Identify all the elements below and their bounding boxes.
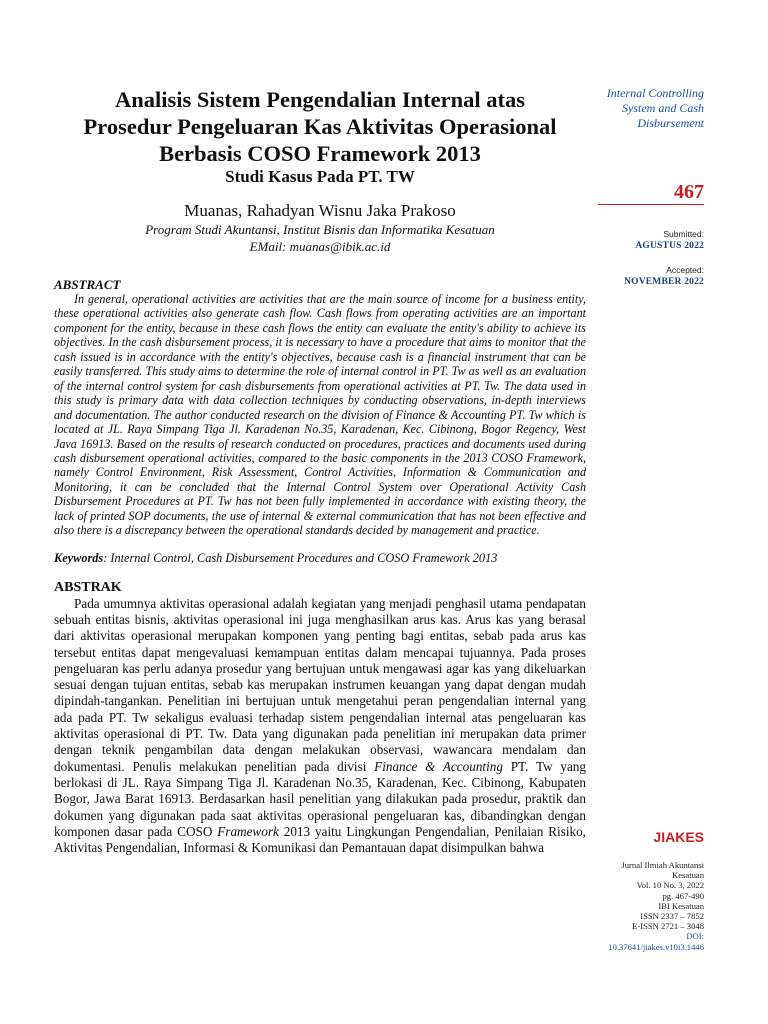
abstrak-italic: Framework xyxy=(217,823,279,839)
paper-subtitle: Studi Kasus Pada PT. TW xyxy=(225,167,415,186)
submitted-info xyxy=(592,229,704,252)
running-title-line: Internal Controlling xyxy=(606,86,704,100)
running-title-line: Disbursement xyxy=(637,116,704,130)
keywords-label: Keywords xyxy=(54,550,104,565)
page-number: 467 xyxy=(598,180,704,205)
journal-line: Jurnal Ilmiah Akuntansi xyxy=(621,860,704,870)
affiliation: Program Studi Akuntansi, Institut Bisnis dan Informatika Kesatuan xyxy=(145,222,495,237)
keywords xyxy=(54,551,586,566)
submitted-label: Submitted: xyxy=(663,229,704,239)
title-line: Analisis Sistem Pengendalian Internal atas xyxy=(114,87,526,112)
journal-line: E-ISSN 2721 – 3048 xyxy=(632,921,704,932)
accepted-info xyxy=(592,265,704,288)
author-list: Muanas, Rahadyan Wisnu Jaka Prakoso xyxy=(184,201,456,220)
abstrak-text xyxy=(54,596,586,857)
abstrak-heading: ABSTRAK xyxy=(54,579,122,595)
paper-title xyxy=(54,86,586,167)
journal-info xyxy=(592,860,704,952)
journal-line: Vol. 10 No. 3, 2022 xyxy=(636,880,704,891)
abstrak-part: PT. Tw yang berlokasi di JL. Raya Simpang Tiga Jl. Karadenan No.35, Karadenan, Kec. Cibinong, Kabupaten Bogor, Jawa Barat 16913. Berdasarkan hasil penelitian yang dilakukan pada prosedur, praktik dan dokumen yang digunakan pada saat aktivitas operasional pengeluaran kas, dibandingkan dengan komponen dasar pada COSO xyxy=(54,758,586,839)
running-title xyxy=(592,86,704,131)
submitted-date: AGUSTUS 2022 xyxy=(635,241,704,251)
journal-line: Kesatuan xyxy=(672,870,704,881)
title-line: Prosedur Pengeluaran Kas Aktivitas Operasional xyxy=(83,114,557,139)
keywords-list: : Internal Control, Cash Disbursement Procedures and COSO Framework 2013 xyxy=(103,550,498,565)
abstrak-part: 2013 yaitu Lingkungan Pengendalian, Penilaian Risiko, Aktivitas Pengendalian, Informasi & Komunikasi dan Pemantauan dapat disimpulkan bahwa xyxy=(54,823,586,856)
journal-abbrev: JIAKES xyxy=(653,829,704,845)
journal-line: IBI Kesatuan xyxy=(658,900,704,911)
running-title-line: System and Cash xyxy=(622,101,704,115)
abstrak-part: Pada umumnya aktivitas operasional adalah kegiatan yang menjadi penghasil utama pendapatan sebuah entitas bisnis, aktivitas operasional ini juga menghasilkan arus kas. Arus kas yang berasal dari aktivitas operasional merupakan komponen yang penting bagi entitas, sebab pada arus kas tersebut entitas dapat mengevaluasi kemampuan entitas dalam mencapai tujuannya. Pada proses pengeluaran kas perlu adanya prosedur yang bertujuan untuk mengawasi agar kas yang dikeluarkan sesuai dengan tujuan entitas, sebab kas merupakan instrumen keuangan yang dapat dengan mudah dipindah-tangankan. Penelitian ini bertujuan untuk mengetahui peran pengendalian internal yang ada pada PT. Tw sekaligus evaluasi terhadap sistem pengendalian internal atas pengeluaran kas aktivitas operasional di PT. Tw. Data yang digunakan pada penelitian ini merupakan data primer dengan teknik pengambilan data dengan melakukan observasi, wawancara mendalam dan dokumentasi. Penulis melakukan penelitian pada divisi xyxy=(54,595,586,774)
main-column xyxy=(54,86,586,856)
accepted-label: Accepted: xyxy=(666,265,704,275)
journal-line: ISSN 2337 – 7852 xyxy=(640,911,704,922)
accepted-date: NOVEMBER 2022 xyxy=(624,277,704,287)
abstract-text: In general, operational activities are activities that are the main source of income for a business entity, these operational activities also generate cash flow. Cash flows from operating activities are an important component for the entity, because in these cash flows the entity can evaluate the entity's ability to achieve its objectives. In the cash disbursement process, it is necessary to have a procedure that aims to monitor that the cash issued is in accordance with the entity's objectives, because cash is a financial instrument that can be easily transferred. This study aims to determine the role of internal control in PT. Tw as well as an evaluation of the internal control system for cash disbursements from operational activities at PT. Tw. The data used in this study is primary data with data collection techniques by conducting observations, in-depth interviews and documentation. The author conducted research on the division of Finance & Accounting PT. Tw which is located at JL. Raya Simpang Tiga Jl. Karadenan No.35, Karadenan, Kec. Cibinong, Bogor Regency, West Java 16913. Based on the results of research conducted on procedures, practices and documents used during cash disbursement operational activities, compared to the basic components in the 2013 COSO Framework, namely Control Environment, Risk Assessment, Control Activities, Information & Communication and Monitoring, it can be concluded that the Internal Control System over Operational Activity Cash Disbursement Procedures at PT. Tw has not been fully implemented in accordance with existing theory, the lack of printed SOP documents, the use of internal & external communication that has not been effective and also there is a discrepancy between the operational standards decided by management and practice. xyxy=(54,292,586,538)
title-line: Berbasis COSO Framework 2013 xyxy=(159,141,481,166)
abstrak-italic: Finance & Accounting xyxy=(374,758,503,774)
doi-link[interactable]: DOI: 10.37641/jiakes.v10i3.1446 xyxy=(608,931,704,952)
abstract-heading: ABSTRACT xyxy=(54,277,121,292)
journal-line: pg. 467-490 xyxy=(662,890,704,901)
author-email: EMail: muanas@ibik.ac.id xyxy=(249,239,391,254)
